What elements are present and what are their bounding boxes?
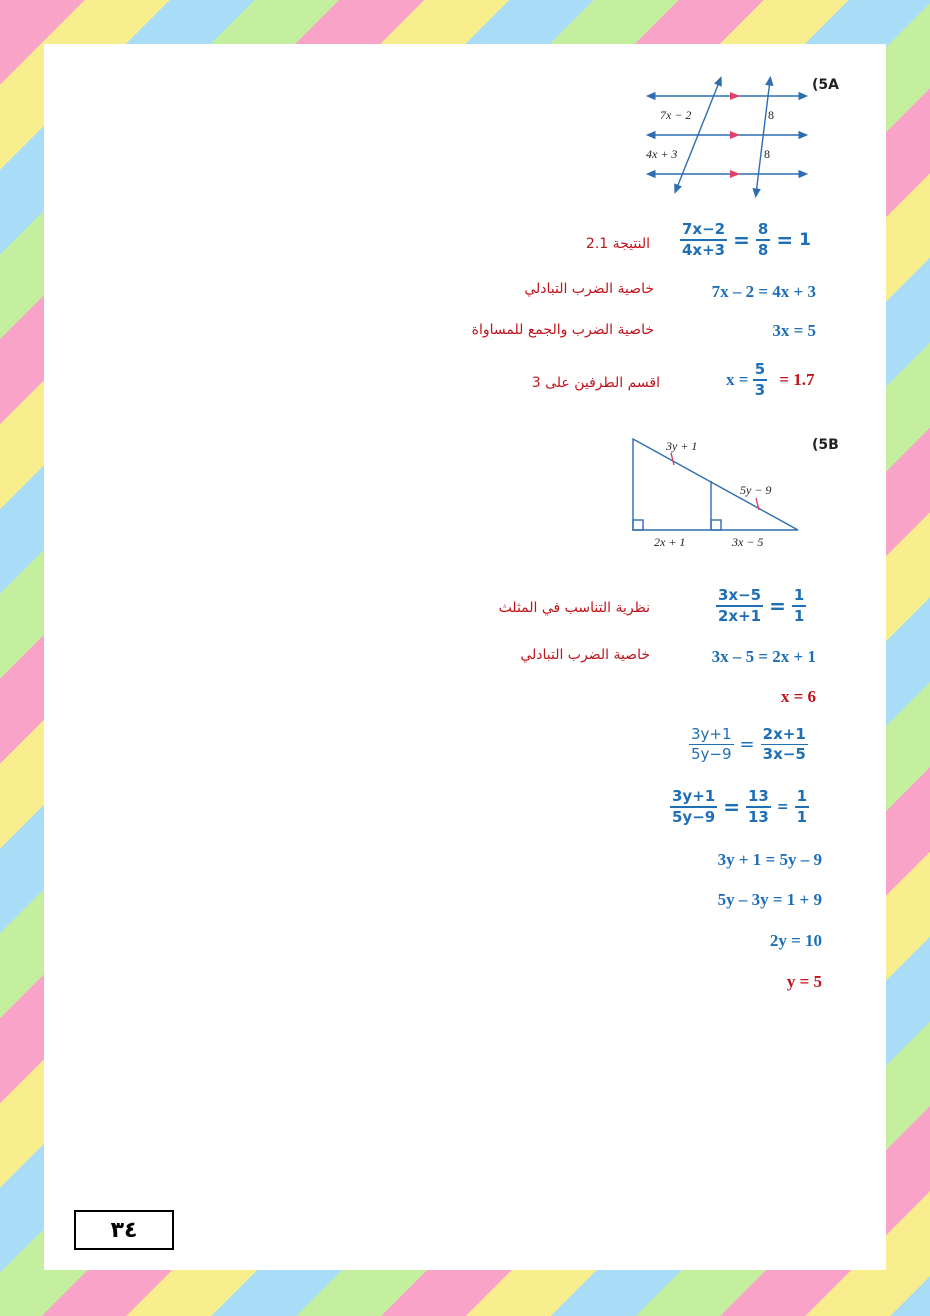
denominator: 8 [757,240,769,259]
lead-text: x = [726,369,749,389]
equals-sign: = [776,227,794,252]
result-value: = 1.7 [779,369,815,389]
triangle-figure [628,434,804,550]
equals-sign: = [769,593,786,618]
segment-label-8-top: 8 [768,108,774,122]
problem-5b-label: (5B [812,437,839,453]
fraction [746,787,771,827]
fraction [795,787,809,827]
triangle-outline [633,439,798,530]
denominator: 1 [796,807,808,826]
problem-5a-label: (5A [812,77,839,93]
result-value: 1 [799,229,811,250]
fraction [792,586,806,626]
fraction [670,787,717,827]
parallel-lines-figure [642,74,812,204]
transversal-right [756,80,770,194]
numerator: 5 [753,360,767,381]
fraction [761,725,808,764]
step-b8-equation: 2y = 10 [769,931,822,950]
side-label-2x+1: 2x + 1 [654,535,686,549]
step-b1-equation [716,586,806,626]
fraction [680,220,727,260]
step-a3-reason: خاصية الضرب والجمع للمساواة [471,322,654,338]
step-a4-reason: اقسم الطرفين على 3 [531,375,660,391]
step-a2-equation: 7x – 2 = 4x + 3 [711,282,816,301]
step-b7-equation: 5y – 3y = 1 + 9 [717,890,822,909]
numerator: 1 [792,586,806,607]
segment-label-7x-2: 7x − 2 [660,108,692,122]
denominator: 1 [793,606,805,625]
numerator: 2x+1 [762,725,806,743]
step-a1-reason: النتيجة 2.1 [585,236,650,252]
numerator: 7x−2 [680,220,727,241]
denominator: 13 [748,807,769,826]
parallel-mark-3 [730,170,740,178]
fraction [756,220,770,260]
denominator: 2x+1 [718,606,762,625]
worksheet-page [44,44,886,1270]
equals-sign: = [723,794,740,819]
numerator: 3x−5 [716,586,763,607]
step-a4-equation [726,360,815,400]
numerator: 8 [756,220,770,241]
numerator: 3y+1 [691,725,732,743]
page-number: ٣٤ [110,1217,138,1243]
step-a1-equation [680,220,811,260]
parallel-mark-2 [730,131,740,139]
denominator: 5y−9 [672,807,716,826]
side-label-5y-9: 5y − 9 [740,483,772,497]
step-b9-result: y = 5 [786,972,822,991]
denominator: 3 [754,380,766,399]
page-number-box [74,1210,174,1250]
denominator: 5y−9 [691,744,732,763]
step-a2-reason: خاصية الضرب التبادلي [524,281,654,297]
step-b2-equation: 3x – 5 = 2x + 1 [711,647,816,666]
step-a3-equation: 3x = 5 [772,321,816,340]
side-label-3y+1: 3y + 1 [666,439,698,453]
parallel-mark-1 [730,92,740,100]
problem-5b-number: 5B [818,437,839,453]
side-label-3x-5: 3x − 5 [732,535,764,549]
numerator: 13 [746,787,771,808]
step-b1-reason: نظرية التناسب في المثلث [498,600,650,616]
right-angle-mark-middle [711,520,721,530]
tick-mark-top [671,453,674,465]
step-b5-equation [670,787,809,827]
fraction [753,360,767,400]
denominator: 4x+3 [682,240,726,259]
fraction [716,586,763,626]
right-angle-mark-left [633,520,643,530]
numerator: 1 [795,787,809,808]
segment-label-4x+3: 4x + 3 [646,147,678,161]
step-b4-equation [689,725,808,764]
step-b3-result: x = 6 [780,687,816,706]
problem-5a-number: 5A [818,77,839,93]
fraction [689,725,734,764]
denominator: 3x−5 [762,744,806,763]
equals-sign: = [739,733,755,755]
equals-sign: = [776,798,789,815]
step-b6-equation: 3y + 1 = 5y – 9 [717,850,822,869]
equals-sign: = [733,227,750,252]
step-b2-reason: خاصية الضرب التبادلي [520,647,650,663]
numerator: 3y+1 [670,787,717,808]
segment-label-8-bottom: 8 [764,147,770,161]
